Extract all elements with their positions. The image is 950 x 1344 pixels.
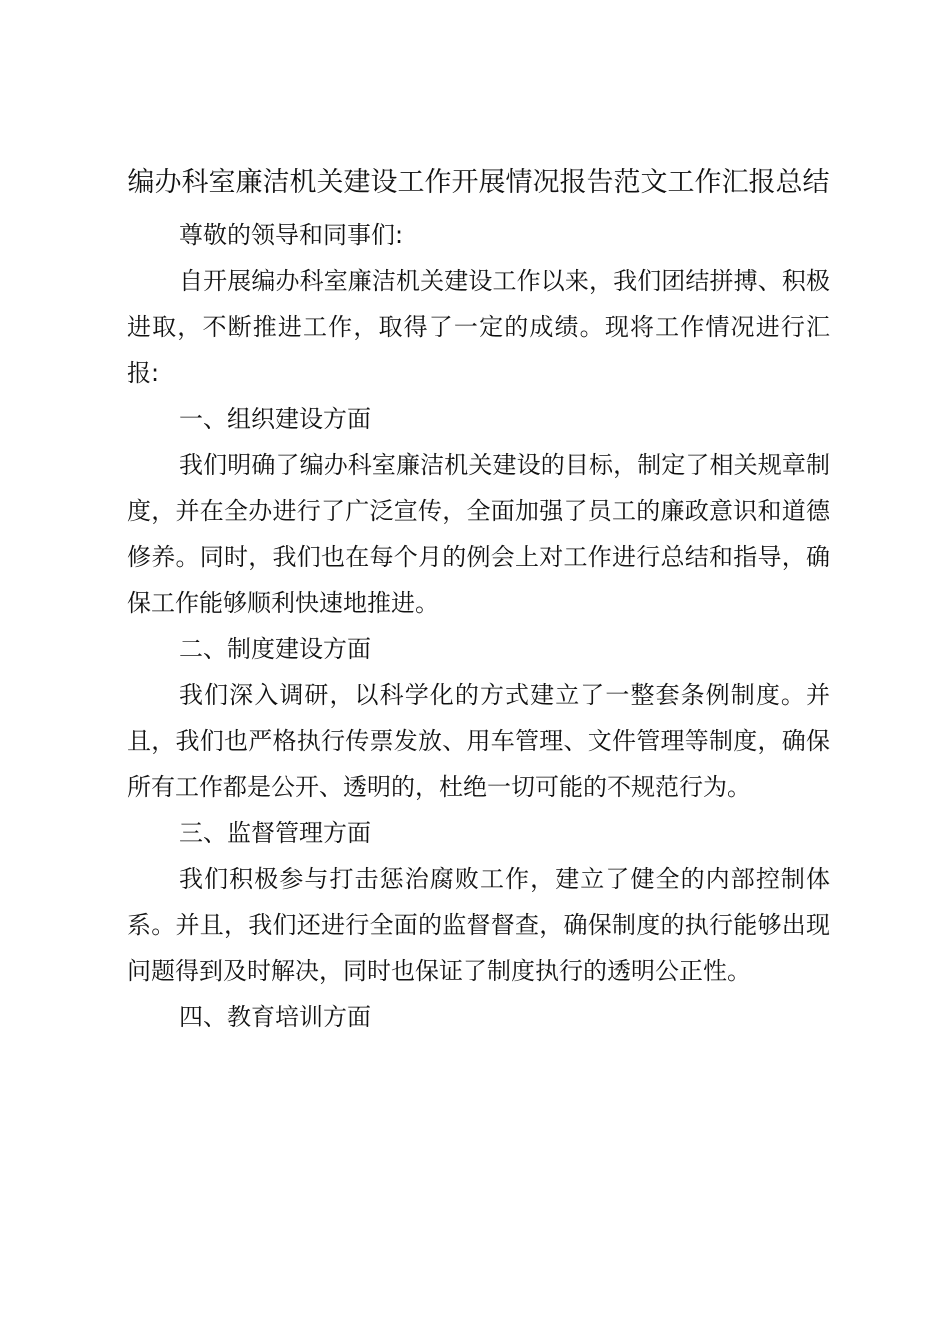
section-body-supervision: 我们积极参与打击惩治腐败工作，建立了健全的内部控制体系。并且，我们还进行全面的监督督查，确保制度的执行能够出现问题得到及时解决，同时也保证了制度执行的透明公正性。 [127,865,830,985]
document-page [127,160,830,1040]
greeting: 尊敬的领导和同事们: [179,221,404,249]
document-title: 编办科室廉洁机关建设工作开展情况报告范文工作汇报总结 [127,167,830,198]
section-heading-supervision: 三、监督管理方面 [179,819,371,847]
section-heading-education: 四、教育培训方面 [179,1003,371,1031]
section-body-organization: 我们明确了编办科室廉洁机关建设的目标，制定了相关规章制度，并在全办进行了广泛宣传，全面加强了员工的廉政意识和道德修养。同时，我们也在每个月的例会上对工作进行总结和指导，确保工作能够顺利快速地推进。 [127,451,830,617]
section-heading-system: 二、制度建设方面 [179,635,371,663]
section-body-system: 我们深入调研，以科学化的方式建立了一整套条例制度。并且，我们也严格执行传票发放、用车管理、文件管理等制度，确保所有工作都是公开、透明的，杜绝一切可能的不规范行为。 [127,681,830,801]
intro-paragraph: 自开展编办科室廉洁机关建设工作以来，我们团结拼搏、积极进取，不断推进工作，取得了一定的成绩。现将工作情况进行汇报: [127,267,830,387]
section-heading-organization: 一、组织建设方面 [179,405,371,433]
